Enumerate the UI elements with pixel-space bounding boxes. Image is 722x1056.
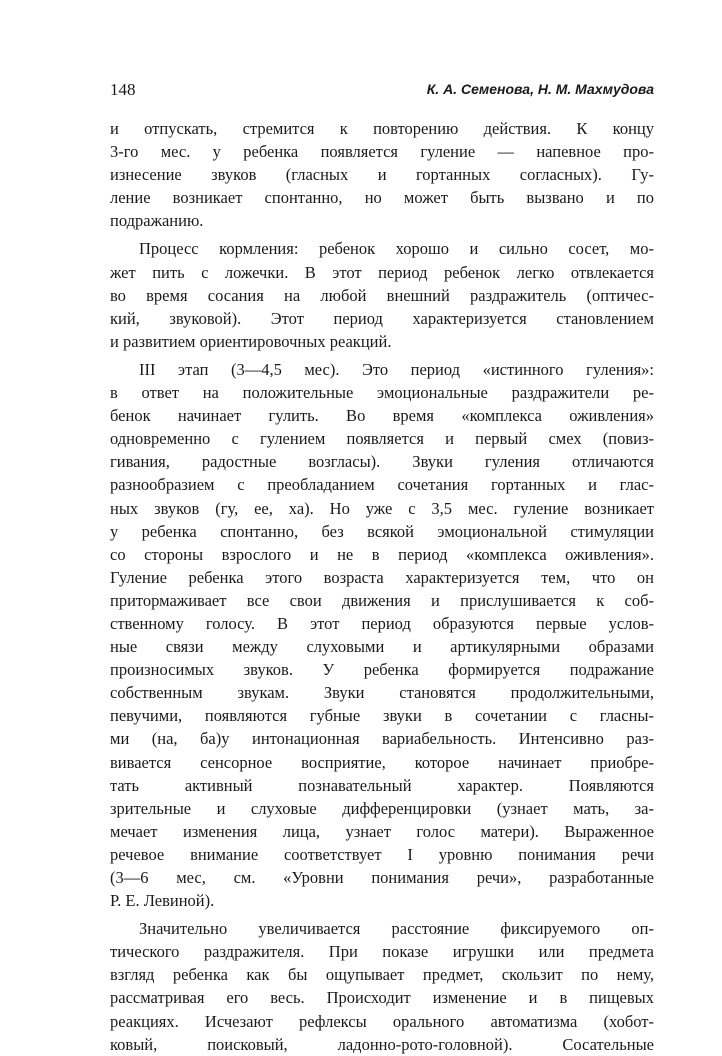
text-line: Процесс кормления: ребенок хорошо и сильно сосет, мо-: [139, 239, 654, 259]
text-line: со стороны взрослого и не в период «комплекса оживления».: [110, 544, 654, 564]
text-line: во время сосания на любой внешний раздражитель (оптичес-: [110, 285, 654, 305]
page-header: [110, 80, 654, 104]
text-line: тать активный познавательный характер. Появляются: [110, 775, 654, 795]
text-line: в ответ на положительные эмоциональные раздражители ре-: [110, 383, 654, 403]
text-line: вивается сенсорное восприятие, которое начинает приобре-: [110, 752, 654, 772]
text-line: разнообразием с преобладанием сочетания гортанных и глас-: [110, 475, 654, 495]
text-line: ные связи между слуховыми и артикулярными образами: [110, 637, 654, 657]
text-line: у ребенка спонтанно, без всякой эмоциональной стимуляции: [110, 521, 654, 541]
text-line: Р. Е. Левиной).: [110, 891, 215, 911]
text-line: III этап (3—4,5 мес). Это период «истинного гуления»:: [139, 359, 654, 379]
text-line: ми (на, ба)у интонационная вариабельность. Интенсивно раз-: [110, 729, 654, 749]
text-line: тического раздражителя. При показе игрушки или предмета: [110, 942, 654, 962]
text-line: и отпускать, стремится к повторению действия. К концу: [110, 119, 654, 138]
running-head-authors: К. А. Семенова, Н. М. Махмудова: [426, 81, 654, 97]
text-line: мечает изменения лица, узнает голос матери). Выраженное: [110, 821, 654, 841]
text-line: Значительно увеличивается расстояние фиксируемого оп-: [139, 919, 654, 939]
text-line: бенок начинает гулить. Во время «комплекса оживления»: [110, 406, 654, 426]
text-line: гивания, радостные возгласы). Звуки гуления отличаются: [110, 452, 654, 472]
text-line: взгляд ребенка как бы ощупывает предмет, скользит по нему,: [110, 965, 654, 985]
text-line: притормаживает все свои движения и прислушивается к соб-: [110, 590, 654, 610]
text-line: (3—6 мес, см. «Уровни понимания речи», разработанные: [110, 868, 654, 887]
text-line: одновременно с гулением появляется и первый смех (повиз-: [110, 429, 654, 449]
text-line: произносимых звуков. У ребенка формируется подражание: [110, 660, 654, 680]
text-line: ных звуков (гу, ее, ха). Но уже с 3,5 мес. гуление возникает: [110, 498, 654, 518]
text-line: ковый, поисковый, ладонно-рото-головной). Сосательные: [110, 1034, 654, 1054]
text-line: ственному голосу. В этот период образуются первые услов-: [110, 613, 654, 633]
text-line: изнесение звуков (гласных и гортанных согласных). Гу-: [110, 165, 654, 185]
text-line: зрительные и слуховые дифференцировки (узнает мать, за-: [110, 798, 654, 818]
text-line: подражанию.: [110, 211, 204, 231]
text-line: реакциях. Исчезают рефлексы орального автоматизма (хобот-: [110, 1011, 654, 1031]
page-body: [110, 117, 654, 1056]
text-line: и развитием ориентировочных реакций.: [110, 331, 392, 351]
text-line: жет пить с ложечки. В этот период ребенок легко отвлекается: [110, 262, 654, 282]
text-line: речевое внимание соответствует I уровню понимания речи: [110, 844, 654, 864]
text-line: рассматривая его весь. Происходит изменение и в пищевых: [110, 988, 654, 1008]
text-line: кий, звуковой). Этот период характеризуется становлением: [110, 308, 654, 328]
text-line: ление возникает спонтанно, но может быть вызвано и по: [110, 188, 654, 208]
page-number: 148: [110, 80, 136, 99]
text-line: собственным звукам. Звуки становятся продолжительными,: [110, 683, 654, 703]
text-line: Гуление ребенка этого возраста характеризуется тем, что он: [110, 567, 654, 587]
text-line: певучими, появляются губные звуки в сочетании с гласны-: [110, 706, 654, 726]
text-line: 3-го мес. у ребенка появляется гуление — напевное про-: [110, 142, 654, 162]
